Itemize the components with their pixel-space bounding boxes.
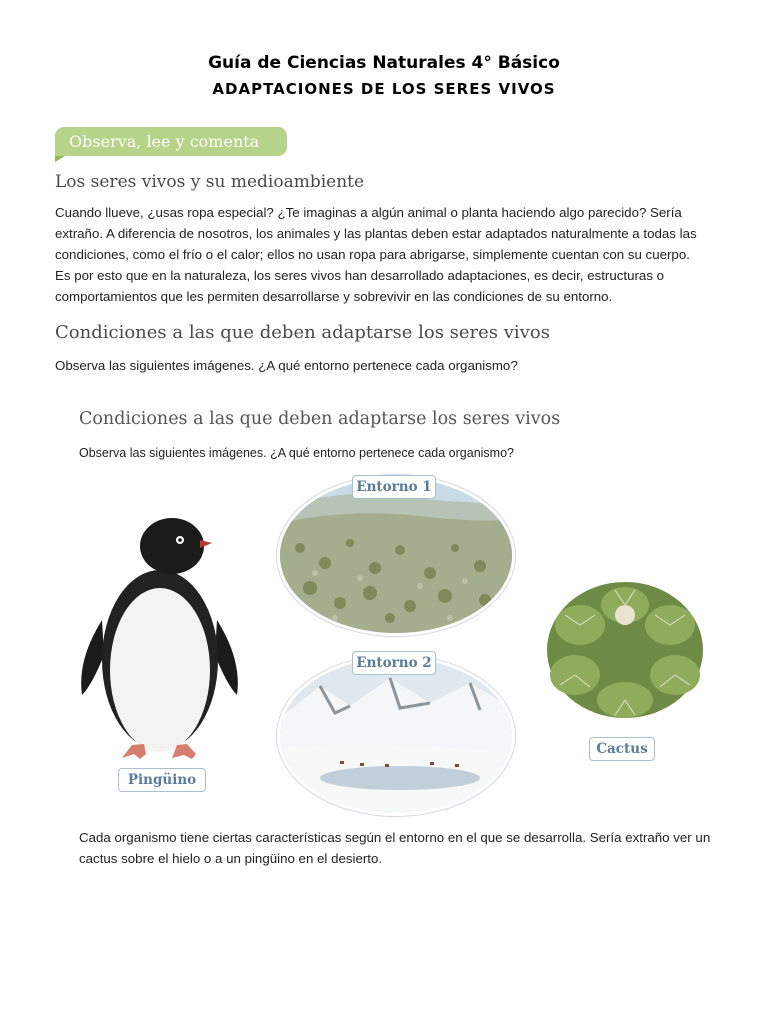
figure-caption: Cada organismo tiene ciertas características según el entorno en el que se desarrolla. Sería extraño ver un cactus sobre el hielo o a un pingüino en el desierto. (79, 830, 711, 866)
label-entorno-1: Entorno 1 (352, 475, 436, 499)
label-cactus: Cactus (589, 737, 655, 761)
penguin-image (72, 510, 247, 765)
section-tab: Observa, lee y comenta (55, 127, 287, 156)
label-pinguino: Pingüino (118, 768, 206, 792)
page-title: Guía de Ciencias Naturales 4° Básico (208, 53, 560, 73)
cactus-image (535, 565, 715, 730)
page-subtitle: ADAPTACIONES DE LOS SERES VIVOS (212, 80, 556, 98)
environment-1-image (277, 475, 515, 636)
figure-question: Observa las siguientes imágenes. ¿A qué entorno pertenece cada organismo? (79, 446, 514, 460)
paragraph-adaptaciones: Es por esto que en la naturaleza, los seres vivos han desarrollado adaptaciones, es decir, estructuras o comportamientos que les permiten desarrollarse y sobrevivir en las condiciones de su entorno. (55, 268, 665, 304)
paragraph-intro: Cuando llueve, ¿usas ropa especial? ¿Te imaginas a algún animal o planta haciendo algo parecido? Sería extraño. A diferencia de nosotros, los animales y las plantas deben estar adaptados naturalmente a todas las condiciones, como el frío o el calor; ellos no usan ropa para abrigarse, simplemente cuentan con su cuerpo. (55, 205, 697, 262)
figure-heading: Condiciones a las que deben adaptarse los seres vivos (79, 409, 561, 429)
environment-2-image (277, 655, 515, 816)
section-heading-medioambiente: Los seres vivos y su medioambiente (55, 172, 365, 192)
section-heading-condiciones: Condiciones a las que deben adaptarse los seres vivos (55, 322, 550, 343)
paragraph-question: Observa las siguientes imágenes. ¿A qué entorno pertenece cada organismo? (55, 358, 518, 373)
label-entorno-2: Entorno 2 (352, 651, 436, 675)
